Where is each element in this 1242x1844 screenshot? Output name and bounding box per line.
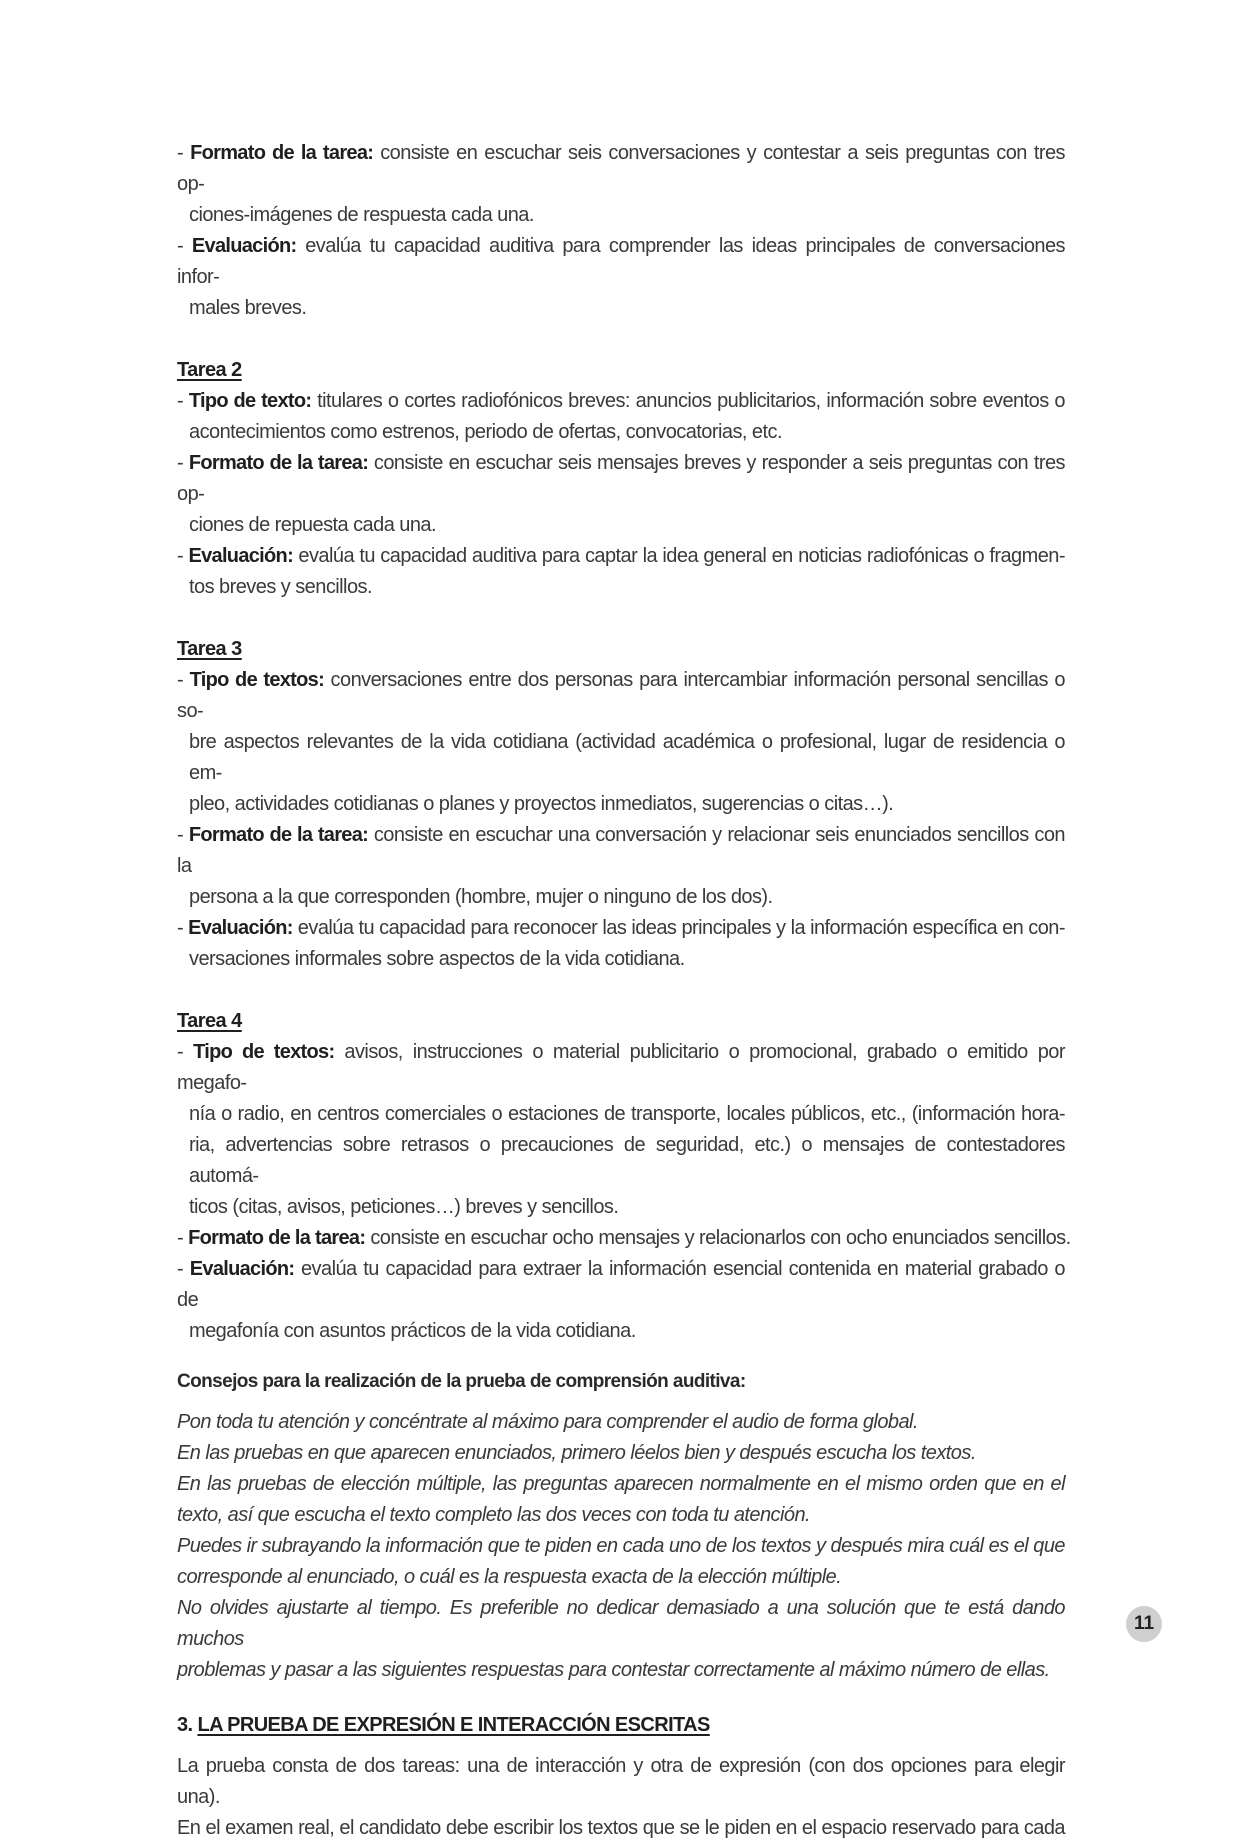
tarea3-heading: Tarea 3 (177, 638, 242, 660)
tarea2-heading: Tarea 2 (177, 359, 242, 381)
section3-paragraph-line: La prueba consta de dos tareas: una de interacción y otra de expresión (con dos opciones para elegir una). (177, 1755, 1065, 1808)
tarea4-tipo: - Tipo de textos: avisos, instrucciones o material publicitario o promocional, grabado o emitido por megafo- (177, 1041, 1065, 1094)
consejo-line: En las pruebas de elección múltiple, las preguntas aparecen normalmente en el mismo orden que en el (177, 1473, 1065, 1495)
tarea3-tipo: - Tipo de textos: conversaciones entre dos personas para intercambiar información personal sencillas o so- (177, 669, 1065, 722)
tarea2-tipo: - Tipo de texto: titulares o cortes radiofónicos breves: anuncios publicitarios, información sobre eventos o (177, 390, 1065, 412)
tarea3-formato-cont: persona a la que corresponden (hombre, mujer o ninguno de los dos). (189, 886, 773, 908)
tarea1-formato-cont: ciones-imágenes de respuesta cada una. (189, 204, 534, 226)
page-number-badge: 11 (1126, 1606, 1162, 1642)
tarea3-tipo-cont2: pleo, actividades cotidianas o planes y proyectos inmediatos, sugerencias o citas…). (189, 793, 894, 815)
tarea3-evaluacion-cont: versaciones informales sobre aspectos de la vida cotidiana. (189, 948, 685, 970)
consejo-line: corresponde al enunciado, o cuál es la respuesta exacta de la elección múltiple. (177, 1566, 842, 1588)
consejos-heading: Consejos para la realización de la prueba de comprensión auditiva: (177, 1371, 746, 1392)
section3-heading: 3. LA PRUEBA DE EXPRESIÓN E INTERACCIÓN ESCRITAS (177, 1714, 710, 1736)
consejo-line: problemas y pasar a las siguientes respuestas para contestar correctamente al máximo número de ellas. (177, 1659, 1050, 1681)
tarea2-tipo-cont: acontecimientos como estrenos, periodo de ofertas, convocatorias, etc. (189, 421, 782, 443)
tarea2-formato: - Formato de la tarea: consiste en escuchar seis mensajes breves y responder a seis preguntas con tres op- (177, 452, 1065, 505)
tarea4-tipo-cont2: ria, advertencias sobre retrasos o precauciones de seguridad, etc.) o mensajes de contestadores automá- (189, 1134, 1065, 1187)
page-content (177, 138, 1071, 1844)
tarea2-evaluacion-cont: tos breves y sencillos. (189, 576, 372, 598)
tarea4-tipo-cont3: ticos (citas, avisos, peticiones…) breves y sencillos. (189, 1196, 619, 1218)
tarea3-formato: - Formato de la tarea: consiste en escuchar una conversación y relacionar seis enunciados sencillos con la (177, 824, 1065, 877)
section3-paragraph-line: En el examen real, el candidato debe escribir los textos que se le piden en el espacio reservado para cada (177, 1817, 1065, 1839)
tarea4-evaluacion-cont: megafonía con asuntos prácticos de la vida cotidiana. (189, 1320, 636, 1342)
consejo-line: Pon toda tu atención y concéntrate al máximo para comprender el audio de forma global. (177, 1411, 918, 1433)
tarea4-heading: Tarea 4 (177, 1010, 242, 1032)
tarea4-formato: - Formato de la tarea: consiste en escuchar ocho mensajes y relacionarlos con ocho enunciados sencillos. (177, 1227, 1071, 1249)
consejo-line: En las pruebas en que aparecen enunciados, primero léelos bien y después escucha los textos. (177, 1442, 976, 1464)
tarea2-evaluacion: - Evaluación: evalúa tu capacidad auditiva para captar la idea general en noticias radiofónicas o fragmen- (177, 545, 1065, 567)
tarea1-evaluacion: - Evaluación: evalúa tu capacidad auditiva para comprender las ideas principales de conversaciones infor- (177, 235, 1065, 288)
tarea2-formato-cont: ciones de repuesta cada una. (189, 514, 437, 536)
consejo-line: texto, así que escucha el texto completo las dos veces con toda tu atención. (177, 1504, 811, 1526)
tarea1-formato: - Formato de la tarea: consiste en escuchar seis conversaciones y contestar a seis preguntas con tres op- (177, 142, 1066, 195)
consejo-line: No olvides ajustarte al tiempo. Es preferible no dedicar demasiado a una solución que te está dando muchos (177, 1597, 1065, 1650)
tarea4-evaluacion: - Evaluación: evalúa tu capacidad para extraer la información esencial contenida en material grabado o de (177, 1258, 1065, 1311)
tarea4-tipo-cont: nía o radio, en centros comerciales o estaciones de transporte, locales públicos, etc., (información hora- (189, 1103, 1065, 1125)
tarea3-evaluacion: - Evaluación: evalúa tu capacidad para reconocer las ideas principales y la información específica en con- (177, 917, 1065, 939)
consejo-line: Puedes ir subrayando la información que te piden en cada uno de los textos y después mira cuál es el que (177, 1535, 1065, 1557)
tarea3-tipo-cont: bre aspectos relevantes de la vida cotidiana (actividad académica o profesional, lugar de residencia o em- (189, 731, 1065, 784)
tarea1-evaluacion-cont: males breves. (189, 297, 307, 319)
